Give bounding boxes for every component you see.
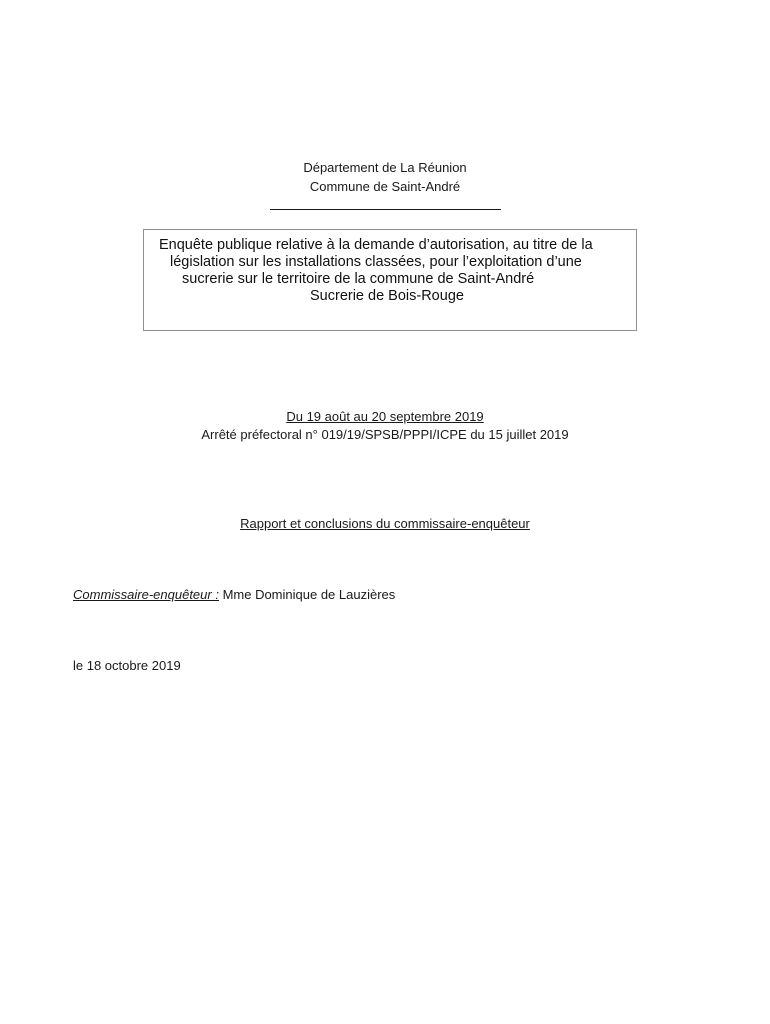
signed-date: le 18 octobre 2019 bbox=[73, 658, 181, 673]
title-line-2: législation sur les installations classées, pour l’exploitation d’une bbox=[170, 254, 582, 270]
commissaire-line bbox=[73, 586, 395, 604]
header-divider bbox=[270, 209, 501, 210]
commissaire-label: Commissaire-enquêteur : bbox=[73, 587, 219, 602]
department-heading: Département de La Réunion bbox=[303, 160, 467, 175]
report-title: Rapport et conclusions du commissaire-enquêteur bbox=[240, 516, 530, 531]
arrete-line: Arrêté préfectoral n° 019/19/SPSB/PPPI/ICPE du 15 juillet 2019 bbox=[201, 427, 569, 442]
report-title-line bbox=[0, 515, 770, 533]
title-line-4: Sucrerie de Bois-Rouge bbox=[310, 288, 464, 304]
commissaire-name: Mme Dominique de Lauzières bbox=[218, 587, 396, 602]
title-box bbox=[143, 229, 637, 331]
period-text: Du 19 août au 20 septembre 2019 bbox=[286, 409, 484, 424]
title-line-1: Enquête publique relative à la demande d’autorisation, au titre de la bbox=[159, 237, 593, 253]
period-line bbox=[0, 408, 770, 426]
commune-heading: Commune de Saint-André bbox=[309, 179, 461, 194]
title-line-3: sucrerie sur le territoire de la commune de Saint-André bbox=[182, 271, 535, 287]
